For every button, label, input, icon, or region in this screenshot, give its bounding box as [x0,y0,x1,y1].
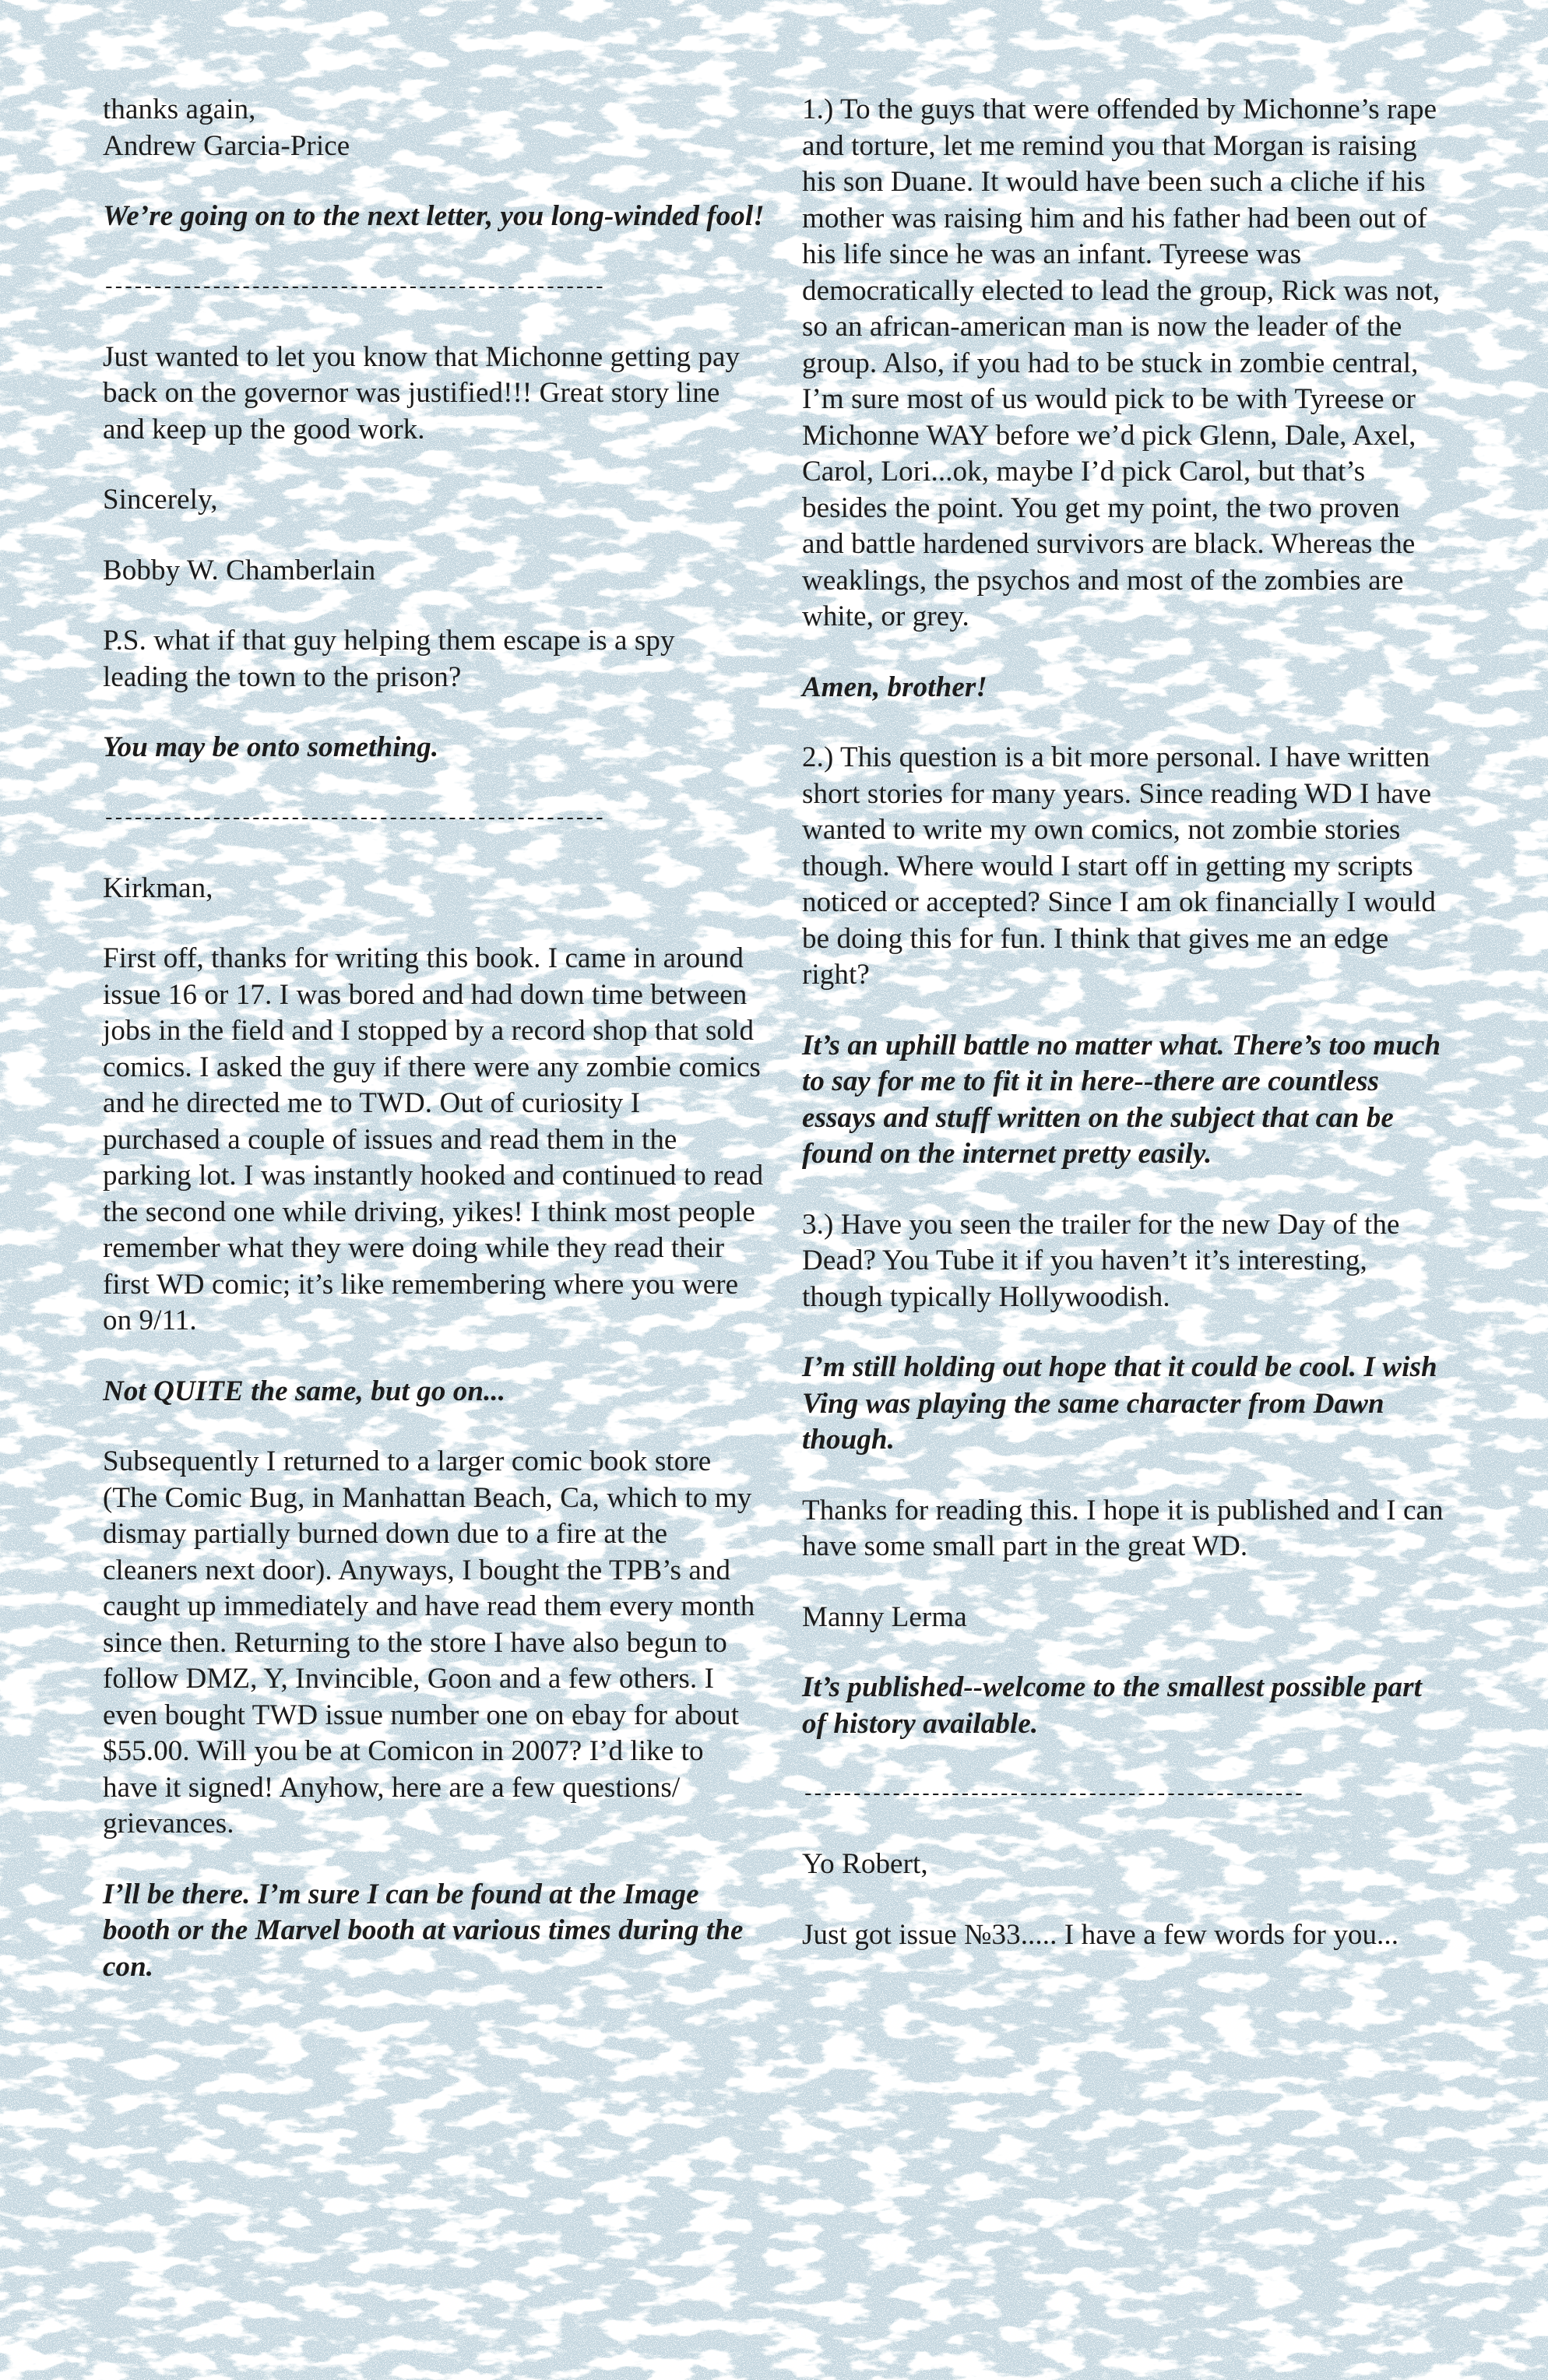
editor-reply-1: We’re going on to the next letter, you long-winded fool! [103,200,765,232]
editor-reply-7: I’m still holding out hope that it could be cool. I wish Ving was playing the same character from Dawn though. [802,1351,1437,1456]
letter-3-greeting: Kirkman, [103,871,213,904]
right-column [802,92,1448,1987]
letter-3-point-1: 1.) To the guys that were offended by Michonne’s rape and torture, let me remind you that Morgan is raising his son Duane. It would have been such a cliche if his mother was raising him and his father had been out of his life since he was an infant. Tyreese was democratically elected to lead the group, Rick was not, so an african-american man is now the leader of the group. Also, if you had to be stuck in zombie central, I’m sure most of us would pick to be with Tyreese or Michonne WAY before we’d pick Glenn, Dale, Axel, Carol, Lori...ok, maybe I’d pick Carol, but that’s besides the point. You get my point, the two proven and battle hardened survivors are black. Whereas the weaklings, the psychos and most of the zombies are white, or grey. [802,93,1441,632]
editor-reply-6: It’s an uphill battle no matter what. There’s too much to say for me to fit it in here--there are countless essays and stuff written on the subject that can be found on the internet pretty easily. [802,1029,1441,1170]
letter-2-signature: Bobby W. Chamberlain [103,554,376,586]
letter-3-point-2: 2.) This question is a bit more personal. I have written short stories for many years. Since reading WD I have wanted to write my own comics, not zombie stories though. Where would I start off in getting my scripts noticed or accepted? Since I am ok financially I would be doing this for fun. I think that gives me an edge right? [802,741,1436,991]
editor-reply-3: Not QUITE the same, but go on... [103,1375,506,1407]
letter-2-body: Just wanted to let you know that Michonne getting pay back on the governor was justified!!! Great story line and keep up the good work. [103,340,741,445]
editor-reply-8: It’s published--welcome to the smallest possible part of history available. [802,1671,1422,1740]
letter-divider-2: --------------------------------------------------- [103,806,603,830]
editor-reply-4: I’ll be there. I’m sure I can be found at the Image booth or the Marvel booth at various times during the con. [103,1878,744,1983]
letter-3-closing: Thanks for reading this. I hope it is published and I can have some small part in the great WD. [802,1494,1444,1562]
editor-reply-5: Amen, brother! [802,671,987,703]
left-column [103,92,765,2019]
letter-3-point-3: 3.) Have you seen the trailer for the new Day of the Dead? You Tube it if you haven’t it’s interesting, though typically Hollywoodish. [802,1208,1400,1313]
letter-3-paragraph-2: Subsequently I returned to a larger comic book store (The Comic Bug, in Manhattan Beach, Ca, which to my dismay partially burned down due to a fire at the cleaners next door). Anyways, I bought the TPB’s and caught up immediately and have read them every month since then. Returning to the store I have also begun to follow DMZ, Y, Invincible, Goon and a few others. I even bought TWD issue number one on ebay for about $55.00. Will you be at Comicon in 2007? I’d like to have it signed! Anyhow, here are a few questions/ grievances. [103,1445,755,1840]
letter-4-greeting: Yo Robert, [802,1848,928,1880]
letter-3-paragraph-1: First off, thanks for writing this book. I came in around issue 16 or 17. I was bored and had down time between jobs in the field and I stopped by a record shop that sold comics. I asked the guy if there were any zombie comics and he directed me to TWD. Out of curiosity I purchased a couple of issues and read them in the parking lot. I was instantly hooked and continued to read the second one while driving, yikes! I think most people remember what they were doing while they read their first WD comic; it’s like remembering where you were on 9/11. [103,942,764,1336]
letter-2-closing: Sincerely, [103,484,218,516]
letter-1-signoff: thanks again, [103,93,256,125]
letter-3-signature: Manny Lerma [802,1600,967,1633]
letter-divider-1: --------------------------------------------------- [103,275,603,299]
letter-1-signature: Andrew Garcia-Price [103,129,350,162]
letter-divider-3: --------------------------------------------------- [802,1783,1303,1806]
editor-reply-2: You may be onto something. [103,731,439,763]
letter-2-postscript: P.S. what if that guy helping them escape is a spy leading the town to the prison? [103,625,675,693]
letter-4-body: Just got issue №33..... I have a few words for you... [802,1918,1399,1951]
